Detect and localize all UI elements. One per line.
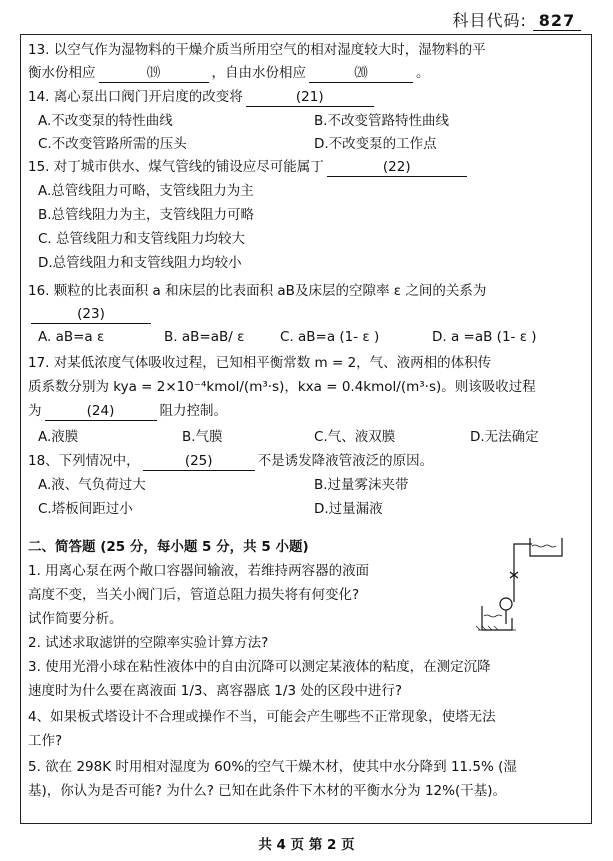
pump-system-diagram	[468, 532, 568, 632]
lower-tank-liquid	[484, 615, 502, 617]
s3-line1: 3. 使用光滑小球在粘性液体中的自由沉降可以测定某液体的粘度，在测定沉降	[28, 659, 491, 675]
q14-option-d: D.不改变泵的工作点	[314, 136, 437, 152]
q14-stem	[28, 88, 377, 107]
q14-option-c: C.不改变管路所需的压头	[38, 136, 187, 152]
q14-option-b: B.不改变管路特性曲线	[314, 113, 450, 129]
s2-line1: 2. 试述求取滤饼的空隙率实验计算方法?	[28, 635, 269, 651]
pump-icon	[500, 598, 512, 610]
q17-option-d: D.无法确定	[470, 429, 539, 445]
q15-option-d: D.总管线阻力和支管线阻力均较小	[38, 255, 242, 271]
q16-blank: (23)	[31, 305, 151, 324]
subject-code-label: 科目代码:	[452, 11, 527, 30]
q17-line3	[28, 402, 227, 421]
s1-line2: 高度不变，当关小阀门后，管道总阻力损失将有何变化?	[28, 587, 360, 603]
subject-code-header	[453, 8, 582, 31]
q16-option-c: C. aB=a (1- ε )	[280, 329, 380, 345]
q13-blank-20: ⒇	[309, 64, 413, 83]
q17-option-b: B.气膜	[182, 429, 223, 445]
q13-text-b: ，自由水份相应	[211, 65, 306, 81]
q16-option-b: B. aB=aB/ ε	[164, 329, 245, 345]
q18-stem	[28, 452, 433, 471]
q18-blank: (25)	[143, 452, 255, 471]
page-footer: 共 4 页 第 2 页	[258, 837, 355, 853]
q15-blank: (22)	[327, 158, 467, 177]
q16-option-a: A. aB=a ε	[38, 329, 105, 345]
s3-line2: 速度时为什么要在离液面 1/3、离容器底 1/3 处的区段中进行?	[28, 683, 402, 699]
q14-blank: (21)	[246, 88, 374, 107]
s1-line1: 1. 用离心泵在两个敞口容器间输液，若维持两容器的液面	[28, 563, 370, 579]
q15-text: 15. 对丁城市供水、煤气管线的铺设应尽可能属丁	[28, 159, 324, 175]
q16-blank-line	[28, 305, 154, 324]
q18-option-d: D.过量漏液	[314, 501, 383, 517]
subject-code-value: 827	[533, 11, 581, 31]
q18-option-a: A.液、气负荷过大	[38, 477, 146, 493]
s5-line2: 基)，你认为是否可能? 为什么? 已知在此条件下木材的平衡水分为 12%(干基)。	[28, 783, 507, 799]
s1-line3: 试作简要分析。	[28, 611, 123, 627]
q18-text-b: 不是诱发降液管液泛的原因。	[257, 453, 434, 469]
q18-text-a: 18、下列情况中，	[28, 453, 140, 469]
q17-line1: 17. 对某低浓度气体吸收过程，已知相平衡常数 m = 2，气、液两相的体积传	[28, 355, 492, 371]
q17-blank: (24)	[45, 402, 157, 421]
q18-option-c: C.塔板间距过小	[38, 501, 133, 517]
q17-text-b: 阻力控制。	[159, 403, 227, 419]
q15-stem	[28, 158, 470, 177]
q13-blank-19: ⒆	[99, 64, 209, 83]
q17-option-a: A.液膜	[38, 429, 79, 445]
q18-option-b: B.过量雾沫夹带	[314, 477, 409, 493]
q16-option-d: D. a =aB (1- ε )	[432, 329, 537, 345]
s4-line2: 工作?	[28, 733, 63, 749]
q15-option-c: C. 总管线阻力和支管线阻力均较大	[38, 231, 246, 247]
s4-line1: 4、如果板式塔设计不合理或操作不当，可能会产生哪些不正常现象，使塔无法	[28, 709, 496, 725]
q14-option-a: A.不改变泵的特性曲线	[38, 113, 173, 129]
q16-stem: 16. 颗粒的比表面积 a 和床层的比表面积 aB及床层的空隙率 ε 之间的关系为	[28, 283, 487, 299]
q15-option-a: A.总管线阻力可略，支管线阻力为主	[38, 183, 254, 199]
q14-text: 14. 离心泵出口阀门开启度的改变将	[28, 89, 243, 105]
upper-tank-liquid	[532, 545, 556, 547]
q15-option-b: B.总管线阻力为主，支管线阻力可略	[38, 207, 255, 223]
q17-text-a: 为	[28, 403, 42, 419]
q13-line2	[28, 64, 430, 83]
section-2-title: 二、简答题 (25 分，每小题 5 分，共 5 小题)	[28, 539, 309, 555]
q13-line1: 13. 以空气作为湿物料的干燥介质当所用空气的相对湿度较大时，湿物料的平	[28, 42, 486, 58]
q17-line2: 质系数分别为 kya = 2×10⁻⁴kmol/(m³·s)，kxa = 0.4kmol/(m³·s)。则该吸收过程	[28, 379, 536, 395]
q17-option-c: C.气、液双膜	[314, 429, 396, 445]
q13-text-a: 衡水份相应	[28, 65, 96, 81]
q13-text-c: 。	[416, 65, 430, 81]
upper-tank-outline	[530, 538, 562, 556]
s5-line1: 5. 欲在 298K 时用相对湿度为 60%的空气干燥木材，使其中水分降到 11.5% (湿	[28, 759, 517, 775]
